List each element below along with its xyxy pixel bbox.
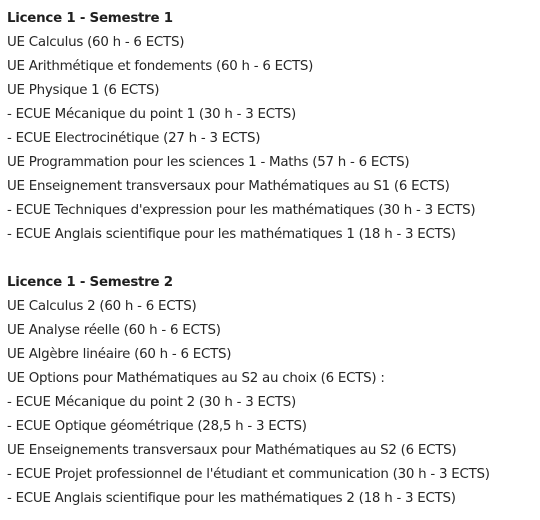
list-item: - ECUE Optique géométrique (28,5 h - 3 ECTS) — [7, 419, 307, 434]
list-item: - ECUE Anglais scientifique pour les mathématiques 2 (18 h - 3 ECTS) — [7, 491, 456, 506]
semester-2-heading: Licence 1 - Semestre 2 — [7, 275, 173, 290]
list-item: - ECUE Anglais scientifique pour les mathématiques 1 (18 h - 3 ECTS) — [7, 227, 456, 242]
semester-1-heading: Licence 1 - Semestre 1 — [7, 11, 173, 26]
list-item: UE Enseignements transversaux pour Mathématiques au S2 (6 ECTS) — [7, 443, 457, 458]
list-item: - ECUE Electrocinétique (27 h - 3 ECTS) — [7, 131, 261, 146]
semester-1-section — [7, 7, 540, 247]
semester-2-section — [7, 271, 540, 511]
list-item: UE Physique 1 (6 ECTS) — [7, 83, 160, 98]
list-item: UE Algèbre linéaire (60 h - 6 ECTS) — [7, 347, 232, 362]
list-item: UE Calculus 2 (60 h - 6 ECTS) — [7, 299, 197, 314]
list-item: UE Options pour Mathématiques au S2 au choix (6 ECTS) : — [7, 371, 385, 386]
list-item: - ECUE Techniques d'expression pour les mathématiques (30 h - 3 ECTS) — [7, 203, 476, 218]
list-item: UE Enseignement transversaux pour Mathématiques au S1 (6 ECTS) — [7, 179, 450, 194]
list-item: UE Analyse réelle (60 h - 6 ECTS) — [7, 323, 221, 338]
list-item: UE Calculus (60 h - 6 ECTS) — [7, 35, 185, 50]
list-item: UE Programmation pour les sciences 1 - Maths (57 h - 6 ECTS) — [7, 155, 410, 170]
list-item: - ECUE Mécanique du point 2 (30 h - 3 ECTS) — [7, 395, 296, 410]
list-item: - ECUE Mécanique du point 1 (30 h - 3 ECTS) — [7, 107, 296, 122]
list-item: - ECUE Projet professionnel de l'étudiant et communication (30 h - 3 ECTS) — [7, 467, 490, 482]
list-item: UE Arithmétique et fondements (60 h - 6 ECTS) — [7, 59, 314, 74]
